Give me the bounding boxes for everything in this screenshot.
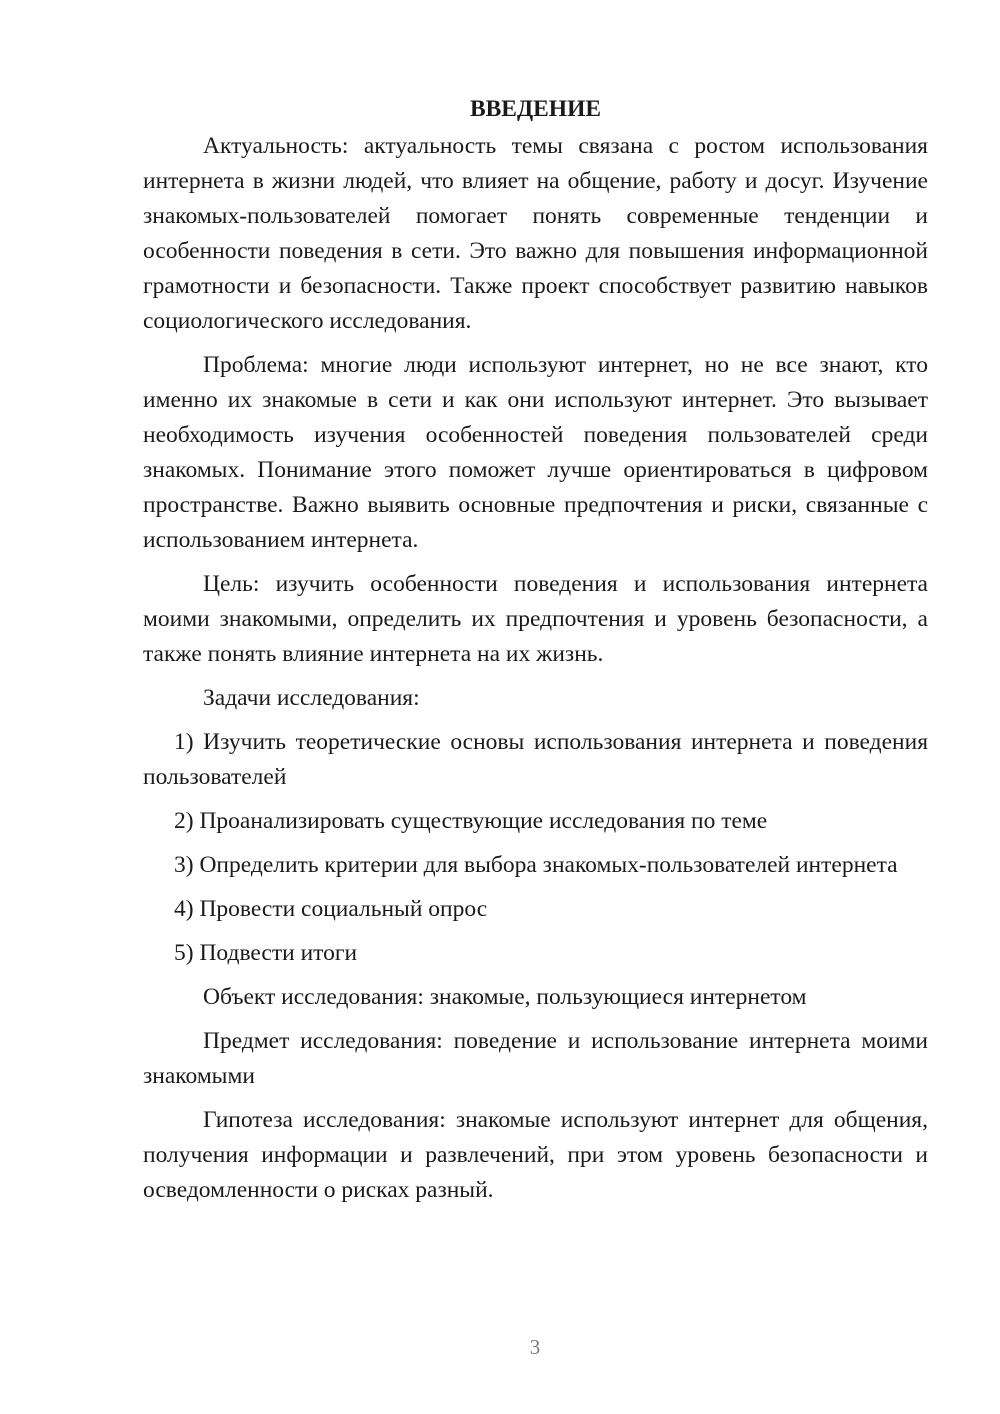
paragraph-subject: Предмет исследования: поведение и использование интернета моими знакомыми — [143, 1028, 928, 1089]
task-item-4: 4) Провести социальный опрос — [174, 896, 488, 922]
section-title: ВВЕДЕНИЕ — [469, 96, 602, 122]
paragraph-problem: Проблема: многие люди используют интернет, но не все знают, кто именно их знакомые в сети и как они используют интернет. Это вызывает необходимость изучения особенностей поведения пользователей среди знакомых. Понимание этого поможет лучше ориентироваться в цифровом пространстве. Важно выявить основные предпочтения и риски, связанные с использованием интернета. — [143, 352, 928, 553]
paragraph-relevance: Актуальность: актуальность темы связана с ростом использования интернета в жизни людей, что влияет на общение, работу и досуг. Изучение знакомых-пользователей помогает понять современные тенденции и особенности поведения в сети. Это важно для повышения информационной грамотности и безопасности. Также проект способствует развитию навыков социологического исследования. — [143, 133, 928, 334]
paragraph-goal: Цель: изучить особенности поведения и использования интернета моими знакомыми, определить их предпочтения и уровень безопасности, а также понять влияние интернета на их жизнь. — [143, 571, 928, 667]
task-item-1: 1) Изучить теоретические основы использования интернета и поведения пользователей — [143, 729, 928, 790]
paragraph-object: Объект исследования: знакомые, пользующиеся интернетом — [203, 984, 807, 1010]
page-content — [143, 92, 928, 1217]
task-item-3: 3) Определить критерии для выбора знакомых-пользователей интернета — [174, 852, 898, 878]
paragraph-tasks-heading: Задачи исследования: — [203, 685, 420, 711]
task-item-5: 5) Подвести итоги — [174, 940, 358, 966]
paragraph-hypothesis: Гипотеза исследования: знакомые используют интернет для общения, получения информации и развлечений, при этом уровень безопасности и осведомленности о рисках разный. — [143, 1107, 928, 1203]
task-item-2: 2) Проанализировать существующие исследования по теме — [174, 808, 768, 834]
page-number: 3 — [529, 1335, 541, 1359]
